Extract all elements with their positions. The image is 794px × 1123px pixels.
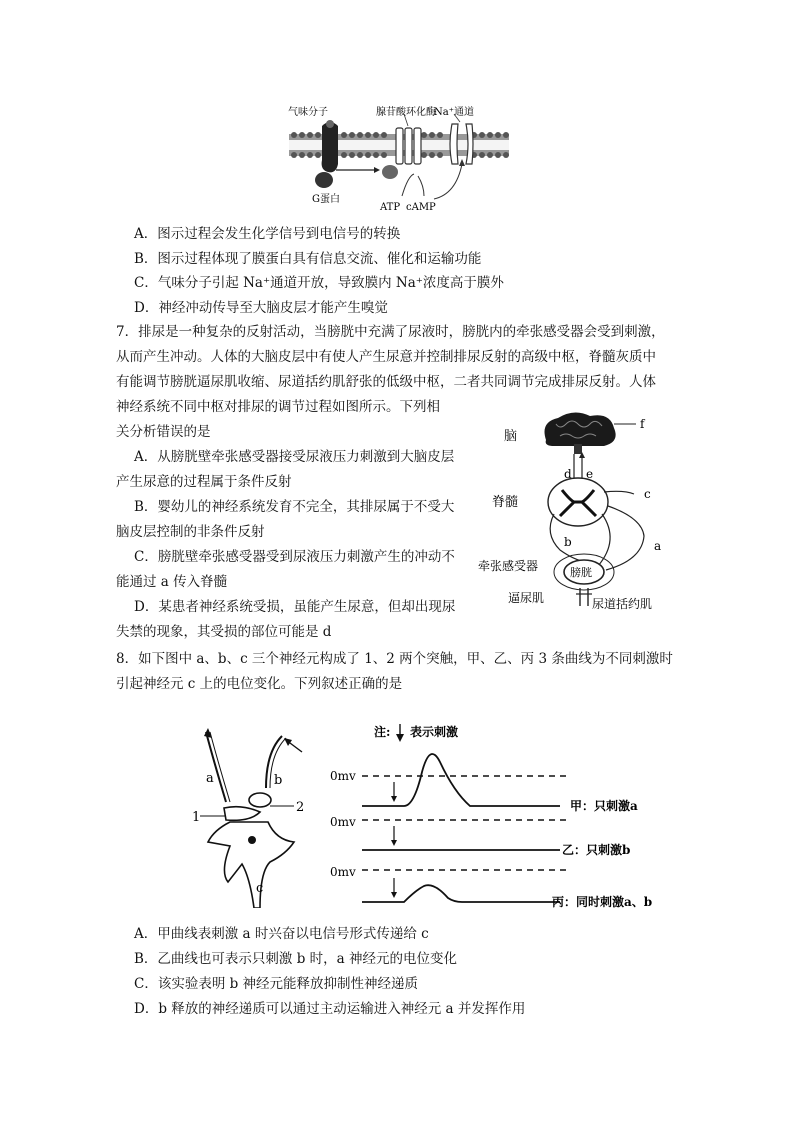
- zero-label-3: 0mv: [330, 865, 356, 879]
- curve-jia: [362, 754, 560, 806]
- label-neuron-b: b: [274, 773, 283, 788]
- q6-option-d: D．神经冲动传导至大脑皮层才能产生嗅觉: [134, 300, 388, 316]
- curve-bing: [362, 885, 560, 902]
- odorant-molecule: [326, 120, 334, 128]
- synapse-1-terminal: [224, 807, 260, 821]
- label-bladder: 膀胱: [570, 566, 592, 579]
- zero-label-1: 0mv: [330, 769, 356, 783]
- label-c: c: [644, 487, 651, 501]
- label-gprotein: G蛋白: [312, 194, 340, 205]
- potential-curves-figure: [330, 722, 670, 912]
- nerve-c: [604, 491, 634, 494]
- neuron-a-axon-2: [210, 732, 230, 802]
- q7-stem-line3: 有能调节膀胱逼尿肌收缩、尿道括约肌舒张的低级中枢，二者共同调节完成排尿反射。人体: [116, 374, 656, 390]
- brain-shape: [545, 412, 616, 446]
- label-sphincter: 尿道括约肌: [592, 597, 653, 611]
- neuron-a-axon: [206, 732, 226, 802]
- stimulus-arrow-a: [204, 728, 212, 738]
- curve-label-bing: 丙：同时刺激a、b: [552, 895, 653, 909]
- note-label: 注:: [374, 725, 391, 739]
- q7-stem-line1: 7．排尿是一种复杂的反射活动，当膀胱中充满了尿液时，膀胱内的牵张感受器会受到刺激，: [116, 324, 665, 340]
- q7-option-d-line1: D．某患者神经系统受损，虽能产生尿意，但却出现尿: [134, 599, 456, 615]
- label-d: d: [564, 467, 572, 481]
- q7-option-a-line1: A．从膀胱壁牵张感受器接受尿液压力刺激到大脑皮层: [134, 449, 455, 465]
- neuron-c-body: [208, 822, 294, 908]
- label-neuron-c: c: [256, 881, 264, 896]
- q6-option-c: C．气味分子引起 Na⁺通道开放，导致膜内 Na⁺浓度高于膜外: [134, 275, 504, 291]
- camp-arrow: [418, 176, 424, 196]
- q7-option-b-line1: B．婴幼儿的神经系统发育不完全，其排尿属于不受大: [134, 499, 455, 515]
- q7-option-b-line2: 脑皮层控制的非条件反射: [116, 524, 265, 540]
- note-text: 表示刺激: [410, 725, 459, 739]
- label-b: b: [564, 535, 572, 549]
- q8-option-c: C．该实验表明 b 神经元能释放抑制性神经递质: [134, 976, 419, 992]
- urethra: [580, 588, 588, 606]
- curve-label-yi: 乙：只刺激b: [562, 843, 631, 857]
- olfactory-membrane-figure: [284, 104, 514, 216]
- receptor-protein: [322, 122, 338, 172]
- neuron-synapse-figure: [190, 722, 310, 908]
- q8-option-d: D．b 释放的神经递质可以通过主动运输进入神经元 a 并发挥作用: [134, 1001, 526, 1017]
- label-synapse-1: 1: [192, 810, 201, 825]
- q6-option-a: A．图示过程会发生化学信号到电信号的转换: [134, 226, 401, 242]
- q7-stem-line4: 神经系统不同中枢对排尿的调节过程如图所示。下列相: [116, 399, 440, 415]
- label-synapse-2: 2: [296, 800, 305, 815]
- q7-option-c-line1: C．膀胱壁牵张感受器受到尿液压力刺激产生的冲动不: [134, 549, 455, 565]
- q8-stem-line1: 8．如下图中 a、b、c 三个神经元构成了 1、2 两个突触，甲、乙、丙 3 条曲线为不同刺激时: [116, 651, 673, 667]
- q7-option-c-line2: 能通过 a 传入脊髓: [116, 574, 228, 590]
- q7-stem-line2: 从而产生冲动。人体的大脑皮层中有使人产生尿意并控制排尿反射的高级中枢，脊髓灰质中: [116, 349, 656, 365]
- label-a: a: [654, 539, 662, 553]
- label-neuron-a: a: [206, 771, 214, 786]
- nerve-a: [606, 506, 644, 570]
- q7-option-d-line2: 失禁的现象，其受损的部位可能是 d: [116, 624, 332, 640]
- q8-stem-line2: 引起神经元 c 上的电位变化。下列叙述正确的是: [116, 676, 403, 692]
- zero-label-2: 0mv: [330, 815, 356, 829]
- curve-label-jia: 甲：只刺激a: [570, 799, 638, 813]
- q8-option-b: B．乙曲线也可表示只刺激 b 时，a 神经元的电位变化: [134, 951, 457, 967]
- q7-option-a-line2: 产生尿意的过程属于条件反射: [116, 474, 292, 490]
- synapse-2-terminal: [249, 793, 271, 807]
- label-f: f: [640, 417, 645, 431]
- q8-option-a: A．甲曲线表刺激 a 时兴奋以电信号形式传递给 c: [134, 926, 429, 942]
- label-camp: cAMP: [406, 202, 436, 213]
- label-atp: ATP: [380, 202, 401, 213]
- q6-option-b: B．图示过程体现了膜蛋白具有信息交流、催化和运输功能: [134, 251, 482, 267]
- camp-to-channel-arrow: [434, 164, 462, 199]
- g-alpha-subunit: [382, 165, 398, 179]
- neuron-c-nucleus: [248, 836, 256, 844]
- micturition-reflex-figure: [474, 410, 670, 615]
- brain-stem: [574, 444, 582, 454]
- label-odorant: 气味分子: [288, 107, 328, 118]
- atp-arrow: [402, 174, 414, 196]
- label-enzyme: 腺苷酸环化酶: [376, 107, 436, 118]
- q7-stem-line5: 关分析错误的是: [116, 424, 211, 440]
- g-protein: [315, 172, 333, 188]
- label-e: e: [586, 467, 594, 481]
- label-channel: Na⁺通道: [434, 107, 474, 118]
- label-stretch-receptor: 牵张感受器: [478, 559, 539, 573]
- adenylate-cyclase: [396, 128, 421, 164]
- label-detrusor: 逼尿肌: [508, 591, 545, 605]
- label-spinal: 脊髓: [492, 495, 519, 510]
- label-brain: 脑: [504, 429, 518, 444]
